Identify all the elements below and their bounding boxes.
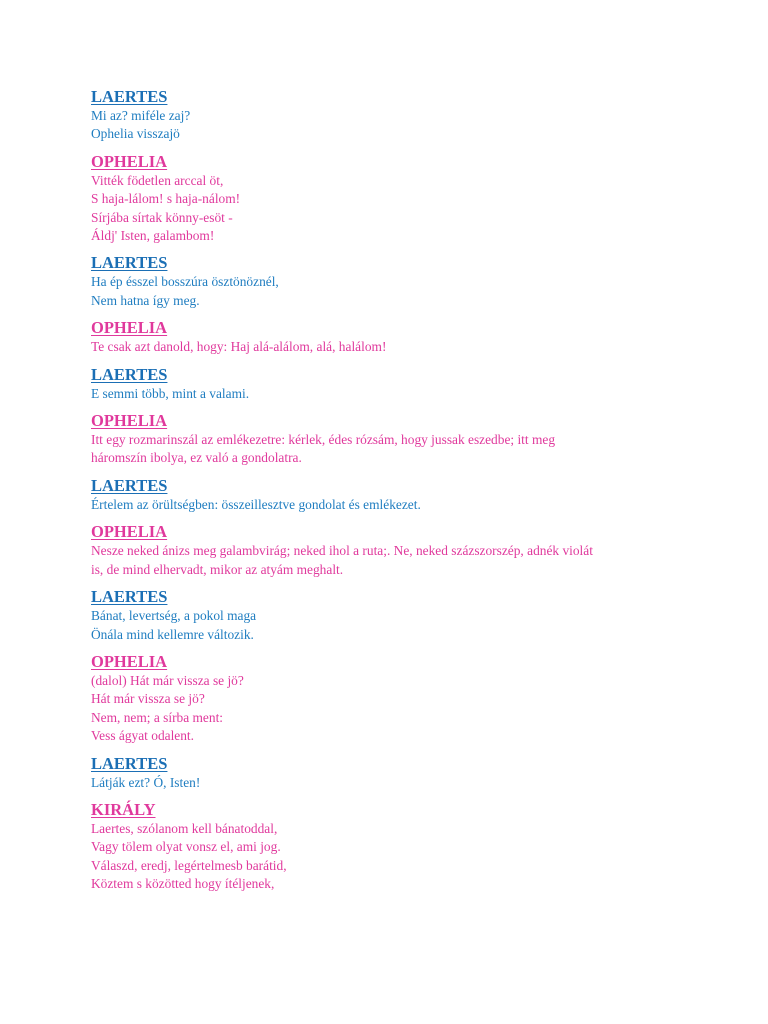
dialogue-line: Köztem s közötted hogy ítéljenek, [91,876,275,892]
dialogue-line: S haja-lálom! s haja-nálom! [91,191,241,207]
dialogue-line: Itt egy rozmarinszál az emlékezetre: kérlek, édes rózsám, hogy jussak eszedbe; itt meg [91,432,556,448]
dialogue-line: Vess ágyat odalent. [91,728,195,744]
dialogue-line: Válaszd, eredj, legértelmesb barátid, [91,857,287,873]
dialogue-line: Sírjába sírtak könny-esöt - [91,209,233,225]
dialogue-block [91,152,691,246]
dialogue-line: Te csak azt danold, hogy: Haj alá-alálom, alá, halálom! [91,339,387,355]
dialogue-block [91,87,691,144]
speaker-name: OPHELIA [91,151,168,171]
dialogue-line: Bánat, levertség, a pokol maga [91,608,257,624]
speaker-name: LAERTES [91,587,168,607]
dialogue-block [91,253,691,310]
dialogue-line: Vitték födetlen arccal öt, [91,172,224,188]
dialogue-line: Ha ép ésszel bosszúra ösztönöznél, [91,274,279,290]
dialogue-block [91,411,691,468]
dialogue-line: Ophelia visszajö [91,126,180,142]
speaker-name: LAERTES [91,87,168,106]
dialogue-line: Önála mind kellemre változik. [91,626,254,642]
speaker-name: LAERTES [91,753,168,773]
dialogue-block [91,365,691,403]
dialogue-line: Nem hatna így meg. [91,292,200,308]
speaker-name: KIRÁLY [91,799,156,819]
dialogue-block [91,754,691,792]
dialogue-line: Értelem az örültségben: összeillesztve gondolat és emlékezet. [91,496,421,512]
speaker-name: LAERTES [91,253,168,273]
dialogue-line: E semmi több, mint a valami. [91,385,250,401]
dialogue-line: Látják ezt? Ó, Isten! [91,774,201,790]
dialogue-line: Mi az? miféle zaj? [91,108,191,123]
dialogue-line: Áldj' Isten, galambom! [91,228,215,244]
dialogue-line: (dalol) Hát már vissza se jö? [91,672,244,688]
dialogue-block [91,652,691,746]
speaker-name: OPHELIA [91,411,168,431]
speaker-name: OPHELIA [91,651,168,671]
dialogue-line: is, de mind elhervadt, mikor az atyám meghalt. [91,561,344,577]
dialogue-block [91,318,691,356]
speaker-name: LAERTES [91,364,168,384]
dialogue-line: Hát már vissza se jö? [91,691,205,707]
dialogue-line: Nesze neked ánizs meg galambvirág; neked ihol a ruta;. Ne, neked százszorszép, adnék violát [91,543,593,559]
dialogue-line: háromszín ibolya, ez való a gondolatra. [91,450,302,466]
dialogue-line: Nem, nem; a sírba ment: [91,709,224,725]
speaker-name: OPHELIA [91,522,168,542]
speaker-name: OPHELIA [91,318,168,338]
script-text [91,87,691,902]
dialogue-block [91,522,691,579]
dialogue-line: Laertes, szólanom kell bánatoddal, [91,820,278,836]
speaker-name: LAERTES [91,475,168,495]
dialogue-line: Vagy tölem olyat vonsz el, ami jog. [91,839,281,855]
dialogue-block [91,800,691,894]
dialogue-block [91,476,691,514]
dialogue-block [91,587,691,644]
